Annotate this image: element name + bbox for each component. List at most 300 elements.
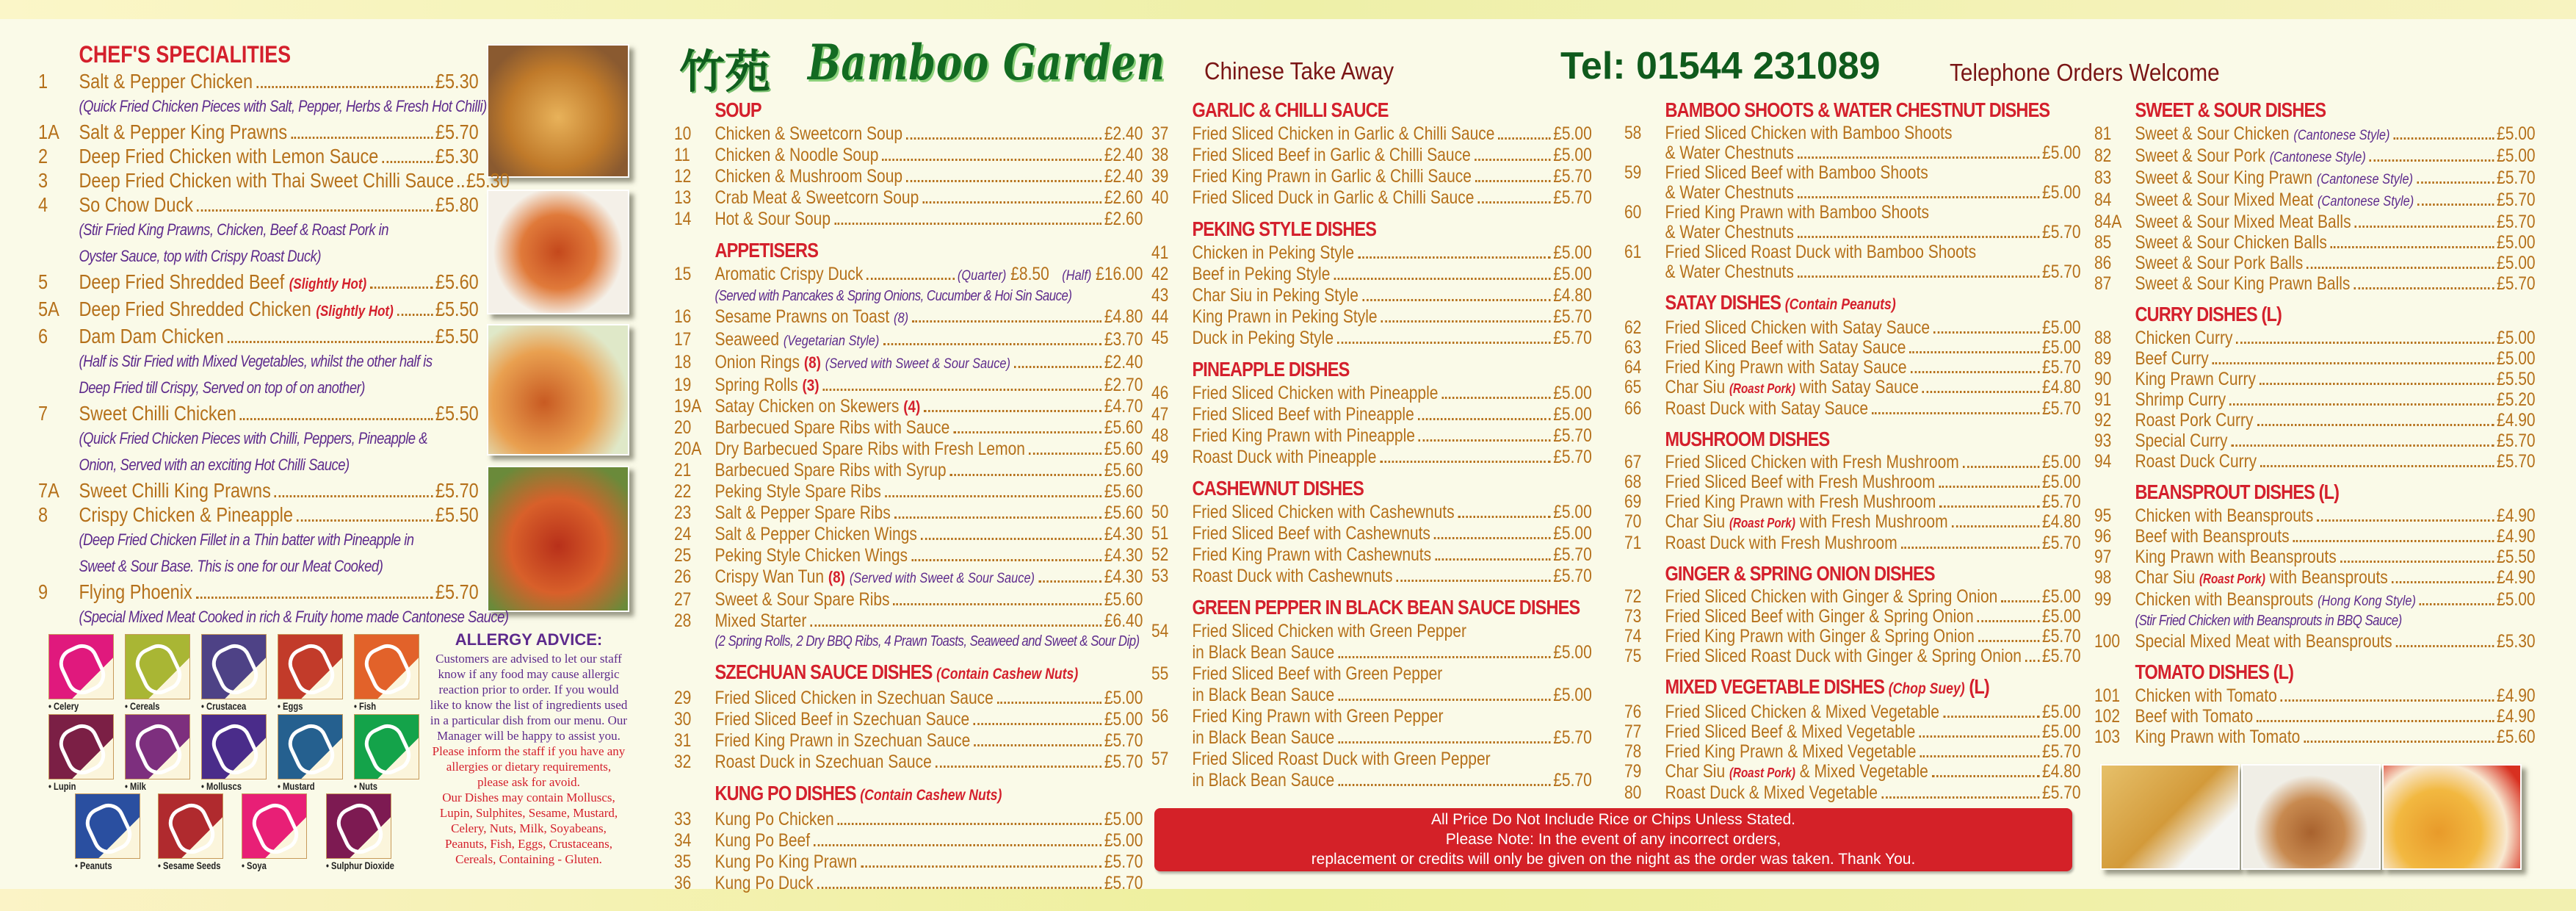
menu-item[interactable] <box>1151 166 1592 187</box>
menu-item[interactable] <box>1624 358 2081 378</box>
dot-leader <box>1362 299 1551 301</box>
menu-item[interactable] <box>1624 453 2081 472</box>
menu-item[interactable] <box>38 168 510 192</box>
menu-item[interactable] <box>1151 544 1592 566</box>
menu-item[interactable] <box>674 460 1143 481</box>
item-price: £5.50 <box>2497 369 2536 389</box>
dot-leader <box>1419 439 1551 442</box>
allergen-name: Crustacea <box>206 700 247 712</box>
item-name: Deep Fried Chicken with Lemon Sauce <box>79 145 379 168</box>
item-name: Fried King Prawn & Mixed Vegetable <box>1665 741 1917 762</box>
menu-item[interactable] <box>674 709 1143 730</box>
dot-leader <box>810 624 1101 627</box>
menu-column <box>1151 94 1592 796</box>
menu-item[interactable] <box>38 120 479 144</box>
item-number: 47 <box>1151 404 1169 425</box>
section-gap <box>2094 652 2536 656</box>
item-name: Fried Sliced Chicken with Satay Sauce <box>1665 317 1931 338</box>
item-name: Crispy Chicken & Pineapple <box>79 503 293 526</box>
item-number: 33 <box>674 809 692 829</box>
menu-item[interactable] <box>2094 685 2536 706</box>
item-number: 53 <box>1151 566 1169 586</box>
menu-item[interactable] <box>2094 727 2536 747</box>
menu-item[interactable] <box>2094 505 2536 526</box>
item-price: £5.00 <box>2042 586 2081 607</box>
item-name: Crispy Wan Tun <box>714 566 825 587</box>
menu-item[interactable] <box>2094 145 2536 168</box>
menu-item[interactable] <box>674 752 1143 773</box>
menu-item[interactable] <box>1151 383 1592 404</box>
menu-item[interactable] <box>1624 203 2081 223</box>
section-title: PINEAPPLE DISHES <box>1192 358 1350 381</box>
item-name-group <box>79 478 270 503</box>
item-name-group <box>1665 338 1906 358</box>
section-title: CASHEWNUT DISHES <box>1192 477 1364 500</box>
menu-item[interactable] <box>1151 285 1592 306</box>
item-name-group <box>714 752 931 773</box>
menu-item[interactable] <box>1151 123 1592 145</box>
dot-leader <box>1798 156 2040 159</box>
menu-item[interactable] <box>1151 187 1592 209</box>
item-name: Roast Duck & Mixed Vegetable <box>1665 782 1878 803</box>
menu-item[interactable] <box>38 69 479 93</box>
section-gap <box>674 773 1143 777</box>
menu-item[interactable] <box>1624 607 2081 627</box>
menu-item[interactable] <box>1624 123 2081 143</box>
dot-leader <box>228 341 433 343</box>
item-price: £2.60 <box>1104 209 1143 229</box>
section-heading <box>2094 659 2536 685</box>
section-heading <box>1151 356 1592 383</box>
item-price: £2.40 <box>1104 145 1143 165</box>
dot-leader <box>922 201 1101 204</box>
menu-item-cont[interactable] <box>1151 727 1592 749</box>
item-name: Fried Sliced Beef with Bamboo Shoots <box>1665 162 1928 183</box>
dot-leader <box>1029 453 1101 455</box>
section-title: GINGER & SPRING ONION DISHES <box>1665 562 1935 585</box>
item-number: 97 <box>2094 547 2112 567</box>
menu-item[interactable] <box>1624 762 2081 783</box>
item-name-group <box>2135 526 2289 547</box>
dot-leader <box>1338 784 1551 786</box>
item-name-group <box>1665 163 1928 183</box>
section-heading <box>1624 289 2081 318</box>
menu-item[interactable] <box>674 524 1143 545</box>
dot-leader <box>973 723 1101 725</box>
item-name-group <box>1665 203 1929 223</box>
allergy-advice-line: know if any food may cause allergic <box>438 667 620 681</box>
menu-item[interactable] <box>2094 348 2536 369</box>
item-name: Sesame Prawns on Toast <box>714 306 890 327</box>
item-price: £5.00 <box>2042 721 2081 742</box>
item-name-group <box>79 120 287 144</box>
section-heading <box>1624 674 2081 702</box>
item-number: 5A <box>38 298 59 320</box>
item-price: £5.60 <box>1104 503 1143 523</box>
menu-item[interactable] <box>674 503 1143 524</box>
menu-item[interactable] <box>38 297 479 324</box>
allergy-advice <box>422 630 635 867</box>
item-number: 35 <box>674 851 692 872</box>
item-name-group <box>714 730 970 752</box>
menu-item[interactable] <box>1151 663 1592 685</box>
allergen-label: • Crustacea <box>201 700 247 712</box>
item-description: Onion, Served with an exciting Hot Chilli Sauce) <box>79 455 350 474</box>
menu-item[interactable] <box>2094 212 2536 232</box>
section-title: MIXED VEGETABLE DISHES <box>1665 675 1885 698</box>
item-name: King Prawn in Peking Style <box>1192 306 1378 327</box>
item-name-group <box>1192 166 1471 187</box>
menu-item[interactable] <box>38 144 479 168</box>
item-price: £2.40 <box>1104 123 1143 144</box>
menu-item[interactable] <box>2094 253 2536 273</box>
menu-item-cont[interactable] <box>1151 685 1592 706</box>
item-name: Chicken with Beansprouts <box>2135 589 2314 610</box>
menu-item[interactable] <box>38 324 479 348</box>
item-name: Chicken & Sweetcorn Soup <box>714 123 903 144</box>
item-name-group <box>2135 567 2387 589</box>
menu-item[interactable] <box>2094 589 2536 611</box>
menu-item[interactable] <box>38 478 479 503</box>
dot-leader <box>382 161 433 163</box>
allergen-label: • Sulphur Dioxide <box>326 860 394 871</box>
item-price: £5.70 <box>1553 187 1592 208</box>
item-number: 7A <box>38 479 59 502</box>
item-name-group <box>1665 722 1915 742</box>
menu-column <box>1624 94 2081 807</box>
allergy-advice-line: like to know the list of ingredients used <box>430 698 628 712</box>
allergen-eggs-icon <box>278 634 343 699</box>
item-number: 34 <box>674 830 692 851</box>
item-number: 103 <box>2094 727 2121 747</box>
menu-item[interactable] <box>674 566 1143 589</box>
section-title: SATAY DISHES <box>1665 291 1781 314</box>
item-name-group <box>1192 523 1430 544</box>
menu-item[interactable] <box>1151 145 1592 166</box>
item-number: 60 <box>1624 202 1642 223</box>
item-price: £5.50 <box>435 298 479 320</box>
menu-item[interactable] <box>674 417 1143 439</box>
item-price: £5.00 <box>1553 404 1592 425</box>
item-name: Fried Sliced Chicken with Fresh Mushroom <box>1665 452 1959 472</box>
dot-leader <box>197 209 433 212</box>
item-price: £5.30 <box>435 145 479 168</box>
allergen-name: Molluscs <box>206 780 242 792</box>
item-description: (Quick Fried Chicken Pieces with Chilli, Peppers, Pineapple & <box>79 429 428 447</box>
menu-item[interactable] <box>1624 742 2081 762</box>
item-number: 87 <box>2094 273 2112 294</box>
menu-item[interactable] <box>1624 647 2081 666</box>
item-price: £5.00 <box>1104 809 1143 829</box>
item-name-group <box>2135 328 2232 348</box>
dot-leader <box>1798 236 2040 238</box>
item-price: £5.00 <box>1553 685 1592 705</box>
allergen-name: Celery <box>54 700 79 712</box>
item-name: Roast Pork Curry <box>2135 410 2254 431</box>
menu-item[interactable] <box>1151 566 1592 587</box>
menu-item[interactable] <box>1624 512 2081 533</box>
section-title: CHEF'S SPECIALITIES <box>79 41 292 68</box>
menu-item[interactable] <box>38 503 479 527</box>
menu-item[interactable] <box>674 123 1143 145</box>
menu-item[interactable] <box>38 580 479 604</box>
menu-item[interactable] <box>1624 242 2081 262</box>
menu-item[interactable] <box>1624 627 2081 647</box>
item-name-group <box>79 192 193 217</box>
menu-item[interactable] <box>674 545 1143 566</box>
section-heading <box>1151 475 1592 502</box>
section-heading <box>1624 561 2081 587</box>
menu-item-cont[interactable] <box>1624 183 2081 203</box>
menu-item[interactable] <box>1624 492 2081 512</box>
item-name-group <box>714 524 916 545</box>
menu-item[interactable] <box>2094 328 2536 348</box>
menu-item-cont[interactable] <box>1151 770 1592 791</box>
item-number: 90 <box>2094 369 2112 389</box>
menu-item[interactable] <box>2094 410 2536 431</box>
menu-item[interactable] <box>38 192 479 217</box>
menu-item[interactable] <box>674 481 1143 503</box>
item-name: Roast Duck Curry <box>2135 451 2257 472</box>
menu-item[interactable] <box>1151 621 1592 642</box>
dot-leader <box>291 137 433 139</box>
item-price: £5.00 <box>2042 143 2081 163</box>
notice-line: Please Note: In the event of any incorrect orders, <box>1445 831 1781 848</box>
menu-item[interactable] <box>1151 328 1592 349</box>
item-name-group <box>2135 706 2253 727</box>
menu-item[interactable] <box>2094 567 2536 589</box>
item-name: Fried Sliced Chicken with Green Pepper <box>1192 621 1466 641</box>
item-tag: (4) <box>903 397 921 416</box>
item-number: 20A <box>674 439 702 459</box>
item-note: (8) <box>894 310 909 326</box>
dot-leader <box>370 287 433 289</box>
menu-item[interactable] <box>1624 533 2081 553</box>
item-name: Fried Sliced Chicken with Ginger & Spring Onion <box>1665 586 1998 607</box>
item-number: 75 <box>1624 646 1642 666</box>
section-gap <box>1151 587 1592 591</box>
menu-item[interactable] <box>1624 338 2081 358</box>
item-name: Salt & Pepper Chicken <box>79 70 253 93</box>
section-subtitle: (Contain Cashew Nuts) <box>936 666 1079 683</box>
item-name: Peking Style Spare Ribs <box>714 481 881 502</box>
menu-item[interactable] <box>1624 163 2081 183</box>
item-name-group <box>1665 492 1936 512</box>
menu-item[interactable] <box>38 401 479 425</box>
section-subtitle: (Contain Peanuts) <box>1784 296 1896 313</box>
item-name-group <box>2135 369 2256 389</box>
menu-item[interactable] <box>1151 306 1592 328</box>
menu-item[interactable] <box>674 264 1143 287</box>
menu-item[interactable] <box>1151 523 1592 544</box>
menu-item[interactable] <box>2094 232 2536 253</box>
menu-item[interactable] <box>674 306 1143 329</box>
menu-item[interactable] <box>674 830 1143 851</box>
allergen-label: • Celery <box>48 700 79 712</box>
item-number: 6 <box>38 325 48 348</box>
menu-item[interactable] <box>674 730 1143 752</box>
menu-item[interactable] <box>674 375 1143 396</box>
section-heading <box>1624 426 2081 453</box>
item-note: (Cantonese Style) <box>2318 193 2414 209</box>
section-title: SOUP <box>714 98 761 121</box>
dot-leader <box>1338 656 1551 658</box>
menu-item[interactable] <box>1624 378 2081 399</box>
menu-item-cont[interactable] <box>1624 223 2081 242</box>
item-price: £5.70 <box>1553 566 1592 586</box>
menu-item[interactable] <box>674 187 1143 209</box>
allergen-label: • Sesame Seeds <box>158 860 221 871</box>
item-name-line2: in Black Bean Sauce <box>1192 770 1335 791</box>
menu-item[interactable] <box>674 166 1143 187</box>
section-heading <box>674 780 1143 809</box>
allergen-crustacea-icon <box>201 634 267 699</box>
allergen-label: • Lupin <box>48 780 76 792</box>
item-number: 2 <box>38 145 48 168</box>
item-price: £4.80 <box>2042 761 2081 782</box>
menu-item[interactable] <box>1151 425 1592 447</box>
item-description: (Stir Fried Chicken with Beansprouts in BBQ Sauce) <box>2135 613 2402 629</box>
dot-leader <box>911 559 1101 561</box>
menu-item[interactable] <box>674 688 1143 709</box>
item-tag: (8) <box>828 568 845 586</box>
item-name: Fried Sliced Roast Duck with Bamboo Shoots <box>1665 242 1977 262</box>
menu-item[interactable] <box>1624 399 2081 419</box>
tagline: Chinese Take Away <box>1204 57 1394 84</box>
allergen-name: Cereals <box>130 700 160 712</box>
menu-item[interactable] <box>1151 447 1592 468</box>
allergen-glyph <box>247 799 304 859</box>
menu-item[interactable] <box>1624 472 2081 492</box>
item-name-group <box>714 503 890 524</box>
telephone-number[interactable]: Tel: 01544 231089 <box>1560 45 1881 87</box>
menu-item[interactable] <box>674 329 1143 352</box>
item-name: Deep Fried Shredded Beef <box>79 270 285 293</box>
menu-item-cont[interactable] <box>1624 143 2081 163</box>
item-number: 85 <box>2094 232 2112 253</box>
menu-item[interactable] <box>674 396 1143 417</box>
menu-item[interactable] <box>1151 706 1592 727</box>
item-name-group <box>1665 627 1974 647</box>
dot-leader <box>1919 735 2039 738</box>
menu-item[interactable] <box>1624 587 2081 607</box>
item-number: 86 <box>2094 253 2112 273</box>
item-price: £5.70 <box>2497 212 2536 232</box>
menu-item[interactable] <box>1151 264 1592 285</box>
section-heading <box>38 40 479 69</box>
logo-chinese: 竹苑 <box>679 45 771 98</box>
section-gap <box>1624 666 2081 671</box>
menu-item[interactable] <box>2094 451 2536 472</box>
menu-item[interactable] <box>674 589 1143 611</box>
menu-item[interactable] <box>674 851 1143 873</box>
menu-item[interactable] <box>1624 722 2081 742</box>
section-title: BEANSPROUT DISHES (L) <box>2135 480 2340 503</box>
item-number: 68 <box>1624 472 1642 492</box>
menu-item[interactable] <box>674 439 1143 460</box>
menu-item[interactable] <box>2094 123 2536 145</box>
menu-item[interactable] <box>674 809 1143 830</box>
item-name: Roast Duck with Satay Sauce <box>1665 398 1869 419</box>
item-name: Fried Sliced Beef in Garlic & Chilli Sauce <box>1192 145 1471 165</box>
menu-item[interactable] <box>1624 318 2081 338</box>
menu-item[interactable] <box>2094 168 2536 190</box>
item-price: £5.70 <box>2497 451 2536 472</box>
item-number: 76 <box>1624 702 1642 722</box>
menu-item[interactable] <box>674 145 1143 166</box>
item-name: Fried King Prawn with Pineapple <box>1192 425 1415 446</box>
menu-item[interactable] <box>2094 389 2536 410</box>
item-number: 21 <box>674 460 692 480</box>
item-number: 69 <box>1624 491 1642 512</box>
item-number: 101 <box>2094 685 2121 706</box>
item-price: £5.60 <box>1104 439 1143 459</box>
menu-column <box>38 37 510 635</box>
dot-leader <box>974 744 1101 746</box>
dot-leader <box>1441 397 1550 399</box>
menu-item[interactable] <box>2094 273 2536 294</box>
dot-leader <box>297 519 433 522</box>
dot-leader <box>2281 699 2494 702</box>
allergy-advice-line: reaction prior to order. If you would <box>438 683 619 696</box>
menu-item[interactable] <box>38 270 479 297</box>
item-number: 44 <box>1151 306 1169 327</box>
menu-item[interactable] <box>2094 369 2536 389</box>
item-name-group <box>714 375 819 396</box>
menu-item[interactable] <box>2094 547 2536 567</box>
menu-item[interactable] <box>1151 404 1592 425</box>
menu-item[interactable] <box>1624 783 2081 803</box>
menu-item[interactable] <box>2094 526 2536 547</box>
item-name: Dry Barbecued Spare Ribs with Fresh Lemon <box>714 439 1025 459</box>
item-name: Satay Chicken on Skewers <box>714 396 900 417</box>
item-price: £2.40 <box>1104 352 1143 372</box>
dot-leader <box>240 418 433 420</box>
item-name: Beef with Beansprouts <box>2135 526 2290 547</box>
menu-item[interactable] <box>1151 502 1592 523</box>
item-price: £4.30 <box>1104 524 1143 544</box>
menu-item[interactable] <box>674 209 1143 230</box>
menu-item[interactable] <box>2094 190 2536 212</box>
item-tag: (Roast Pork) <box>2199 572 2265 586</box>
menu-item[interactable] <box>674 611 1143 632</box>
menu-item[interactable] <box>1151 749 1592 770</box>
menu-item-cont[interactable] <box>1624 262 2081 282</box>
menu-item[interactable] <box>674 352 1143 375</box>
item-number: 31 <box>674 730 692 751</box>
menu-item[interactable] <box>1624 702 2081 722</box>
dot-leader <box>2417 204 2494 206</box>
food-photo-duck <box>2241 764 2381 870</box>
dot-leader <box>1939 486 2040 488</box>
dot-leader <box>1435 558 1551 561</box>
item-name-group <box>2135 631 2392 652</box>
menu-item[interactable] <box>2094 631 2536 652</box>
dot-leader <box>1477 201 1550 204</box>
item-number: 70 <box>1624 511 1642 532</box>
menu-item[interactable] <box>1151 242 1592 264</box>
allergen-name: Sesame Seeds <box>163 860 221 871</box>
item-name: Deep Fried Chicken with Thai Sweet Chilli Sauce <box>79 169 455 192</box>
menu-item-cont[interactable] <box>1151 642 1592 663</box>
menu-item[interactable] <box>2094 706 2536 727</box>
item-name: Chicken Curry <box>2135 328 2233 348</box>
menu-item[interactable] <box>674 873 1143 894</box>
dot-leader <box>912 320 1101 323</box>
item-name: Fried Sliced Chicken in Garlic & Chilli Sauce <box>1192 123 1495 144</box>
allergy-warning-line: Lupin, Sulphites, Sesame, Mustard, <box>439 806 618 820</box>
menu-item[interactable] <box>2094 431 2536 451</box>
